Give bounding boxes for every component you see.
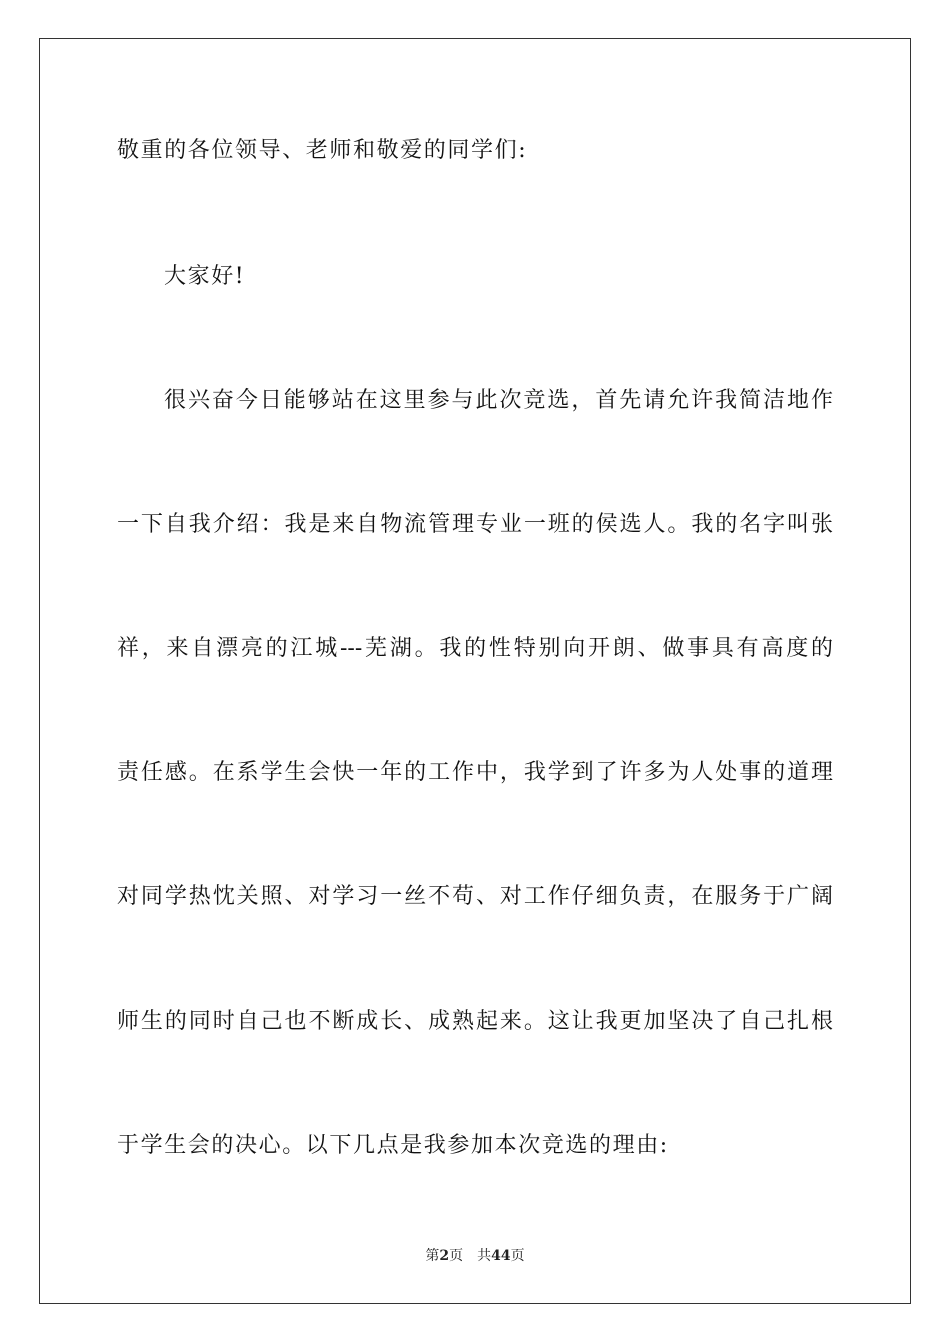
- footer-total-suffix: 页: [510, 1248, 525, 1264]
- body-line-2: 一下自我介绍：我是来自物流管理专业一班的侯选人。我的名字叫张: [117, 512, 833, 537]
- footer-page-number: 2: [439, 1248, 450, 1264]
- body-line-7: 于学生会的决心。以下几点是我参加本次竞选的理由:: [117, 1133, 669, 1158]
- salutation-line: 敬重的各位领导、老师和敬爱的同学们:: [117, 138, 528, 163]
- body-line-6: 师生的同时自己也不断成长、成熟起来。这让我更加坚决了自己扎根: [117, 1009, 833, 1034]
- body-line-5: 对同学热忱关照、对学习一丝不苟、对工作仔细负责，在服务于广阔: [117, 884, 833, 909]
- page-footer: [0, 1247, 950, 1265]
- page-border: [39, 38, 911, 1304]
- body-line-1: 很兴奋今日能够站在这里参与此次竞选，首先请允许我简洁地作: [164, 388, 833, 413]
- footer-total-prefix: 共: [477, 1248, 492, 1264]
- body-line-4: 责任感。在系学生会快一年的工作中，我学到了许多为人处事的道理: [117, 760, 833, 785]
- body-line-3: 祥，来自漂亮的江城---芜湖。我的性特别向开朗、做事具有高度的: [117, 636, 833, 661]
- footer-total-pages: 44: [491, 1248, 511, 1264]
- greeting-line: 大家好!: [164, 264, 246, 289]
- footer-page-suffix: 页: [449, 1248, 464, 1264]
- footer-page-prefix: 第: [425, 1248, 440, 1264]
